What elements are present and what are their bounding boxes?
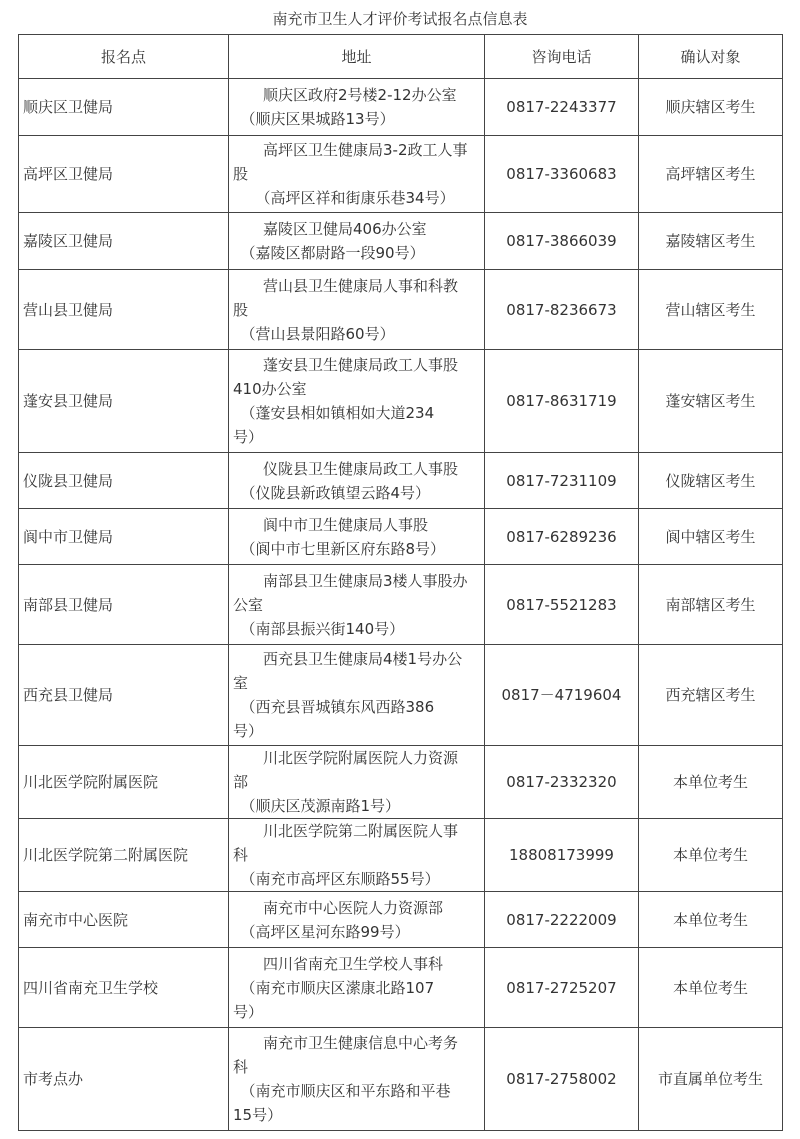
address-line: 顺庆区政府2号楼2-12办公室: [233, 86, 457, 104]
header-address: 地址: [229, 35, 485, 79]
cell-site: 营山县卫健局: [19, 270, 229, 350]
cell-site: 川北医学院附属医院: [19, 746, 229, 819]
cell-target: 营山辖区考生: [639, 270, 783, 350]
address-line: 公室: [233, 595, 264, 614]
address-line: （营山县景阳路60号）: [233, 324, 395, 343]
address-line: 阆中市卫生健康局人事股: [233, 515, 429, 534]
cell-site: 仪陇县卫健局: [19, 453, 229, 509]
cell-address: [229, 270, 485, 350]
cell-target: 本单位考生: [639, 746, 783, 819]
address-line: （南部县振兴街140号）: [233, 619, 405, 638]
table-row: [19, 892, 783, 948]
table-row: [19, 509, 783, 565]
cell-phone: 0817-2222009: [485, 892, 639, 948]
address-line: 高坪区卫生健康局3-2政工人事: [233, 141, 468, 159]
cell-target: 嘉陵辖区考生: [639, 213, 783, 270]
address-line: （南充市顺庆区潆康北路107: [233, 978, 435, 997]
address-line: 科: [233, 846, 249, 864]
address-line: 410办公室: [233, 380, 307, 398]
cell-site: 顺庆区卫健局: [19, 79, 229, 136]
table-row: [19, 453, 783, 509]
address-line: （南充市顺庆区和平东路和平巷: [233, 1082, 451, 1100]
cell-address: [229, 565, 485, 645]
address-line: （仪陇县新政镇望云路4号）: [233, 483, 431, 502]
address-line: 室: [233, 674, 249, 692]
cell-address: [229, 1028, 485, 1131]
cell-phone: 0817-3360683: [485, 136, 639, 213]
address-line: （阆中市七里新区府东路8号）: [233, 539, 446, 558]
registration-table: [18, 34, 783, 1131]
cell-target: 阆中辖区考生: [639, 509, 783, 565]
cell-phone: 0817-2758002: [485, 1028, 639, 1131]
cell-site: 川北医学院第二附属医院: [19, 819, 229, 892]
header-phone: 咨询电话: [485, 35, 639, 79]
table-row: [19, 270, 783, 350]
address-line: 号）: [233, 428, 264, 446]
address-line: 川北医学院附属医院人力资源: [233, 749, 459, 767]
cell-address: [229, 350, 485, 453]
cell-target: 南部辖区考生: [639, 565, 783, 645]
cell-phone: 0817-2725207: [485, 948, 639, 1028]
cell-site: 南部县卫健局: [19, 565, 229, 645]
cell-address: [229, 79, 485, 136]
address-line: （嘉陵区都尉路一段90号）: [233, 244, 425, 262]
address-line: 号）: [233, 722, 264, 740]
cell-target: 本单位考生: [639, 892, 783, 948]
cell-phone: 0817-2243377: [485, 79, 639, 136]
cell-site: 西充县卫健局: [19, 645, 229, 746]
cell-site: 蓬安县卫健局: [19, 350, 229, 453]
cell-phone: 0817-8631719: [485, 350, 639, 453]
table-row: [19, 645, 783, 746]
cell-target: 顺庆辖区考生: [639, 79, 783, 136]
cell-target: 本单位考生: [639, 819, 783, 892]
table-row: [19, 213, 783, 270]
address-line: （南充市高坪区东顺路55号）: [233, 870, 440, 888]
cell-address: [229, 213, 485, 270]
table-row: [19, 136, 783, 213]
table-row: [19, 350, 783, 453]
address-line: （西充县晋城镇东风西路386: [233, 698, 435, 716]
address-line: 15号）: [233, 1106, 283, 1124]
cell-phone: 0817-7231109: [485, 453, 639, 509]
cell-phone: 0817－4719604: [485, 645, 639, 746]
address-line: 嘉陵区卫健局406办公室: [233, 220, 427, 238]
cell-target: 蓬安辖区考生: [639, 350, 783, 453]
address-line: （高坪区星河东路99号）: [233, 922, 410, 941]
address-line: 西充县卫生健康局4楼1号办公: [233, 650, 463, 668]
table-row: [19, 746, 783, 819]
address-line: 蓬安县卫生健康局政工人事股: [233, 356, 459, 374]
cell-target: 仪陇辖区考生: [639, 453, 783, 509]
cell-address: [229, 746, 485, 819]
cell-site: 市考点办: [19, 1028, 229, 1131]
table-row: [19, 79, 783, 136]
address-line: （高坪区祥和街康乐巷34号）: [233, 189, 455, 207]
table-row: [19, 819, 783, 892]
cell-address: [229, 892, 485, 948]
table-row: [19, 1028, 783, 1131]
cell-address: [229, 948, 485, 1028]
cell-target: 市直属单位考生: [639, 1028, 783, 1131]
address-line: （蓬安县相如镇相如大道234: [233, 404, 435, 422]
address-line: 营山县卫生健康局人事和科教: [233, 276, 459, 295]
address-line: 南充市卫生健康信息中心考务: [233, 1034, 459, 1052]
cell-target: 西充辖区考生: [639, 645, 783, 746]
cell-address: [229, 819, 485, 892]
address-line: 部: [233, 773, 249, 791]
cell-site: 高坪区卫健局: [19, 136, 229, 213]
address-line: 仪陇县卫生健康局政工人事股: [233, 459, 459, 478]
table-row: [19, 565, 783, 645]
table-row: [19, 948, 783, 1028]
address-line: （顺庆区茂源南路1号）: [233, 797, 401, 815]
address-line: 川北医学院第二附属医院人事: [233, 822, 459, 840]
cell-phone: 0817-2332320: [485, 746, 639, 819]
cell-phone: 18808173999: [485, 819, 639, 892]
cell-phone: 0817-6289236: [485, 509, 639, 565]
table-header-row: [19, 35, 783, 79]
cell-phone: 0817-3866039: [485, 213, 639, 270]
cell-address: [229, 509, 485, 565]
header-site: 报名点: [19, 35, 229, 79]
cell-target: 高坪辖区考生: [639, 136, 783, 213]
cell-site: 嘉陵区卫健局: [19, 213, 229, 270]
header-target: 确认对象: [639, 35, 783, 79]
address-line: 南部县卫生健康局3楼人事股办: [233, 571, 468, 590]
cell-site: 四川省南充卫生学校: [19, 948, 229, 1028]
cell-site: 阆中市卫健局: [19, 509, 229, 565]
cell-address: [229, 136, 485, 213]
address-line: 四川省南充卫生学校人事科: [233, 954, 444, 973]
address-line: 股: [233, 165, 249, 183]
document-title: 南充市卫生人才评价考试报名点信息表: [272, 10, 528, 28]
cell-target: 本单位考生: [639, 948, 783, 1028]
cell-address: [229, 645, 485, 746]
address-line: 南充市中心医院人力资源部: [233, 898, 444, 917]
address-line: （顺庆区果城路13号）: [233, 110, 395, 128]
cell-phone: 0817-5521283: [485, 565, 639, 645]
cell-site: 南充市中心医院: [19, 892, 229, 948]
cell-address: [229, 453, 485, 509]
cell-phone: 0817-8236673: [485, 270, 639, 350]
address-line: 号）: [233, 1002, 264, 1021]
address-line: 科: [233, 1058, 249, 1076]
address-line: 股: [233, 300, 249, 319]
